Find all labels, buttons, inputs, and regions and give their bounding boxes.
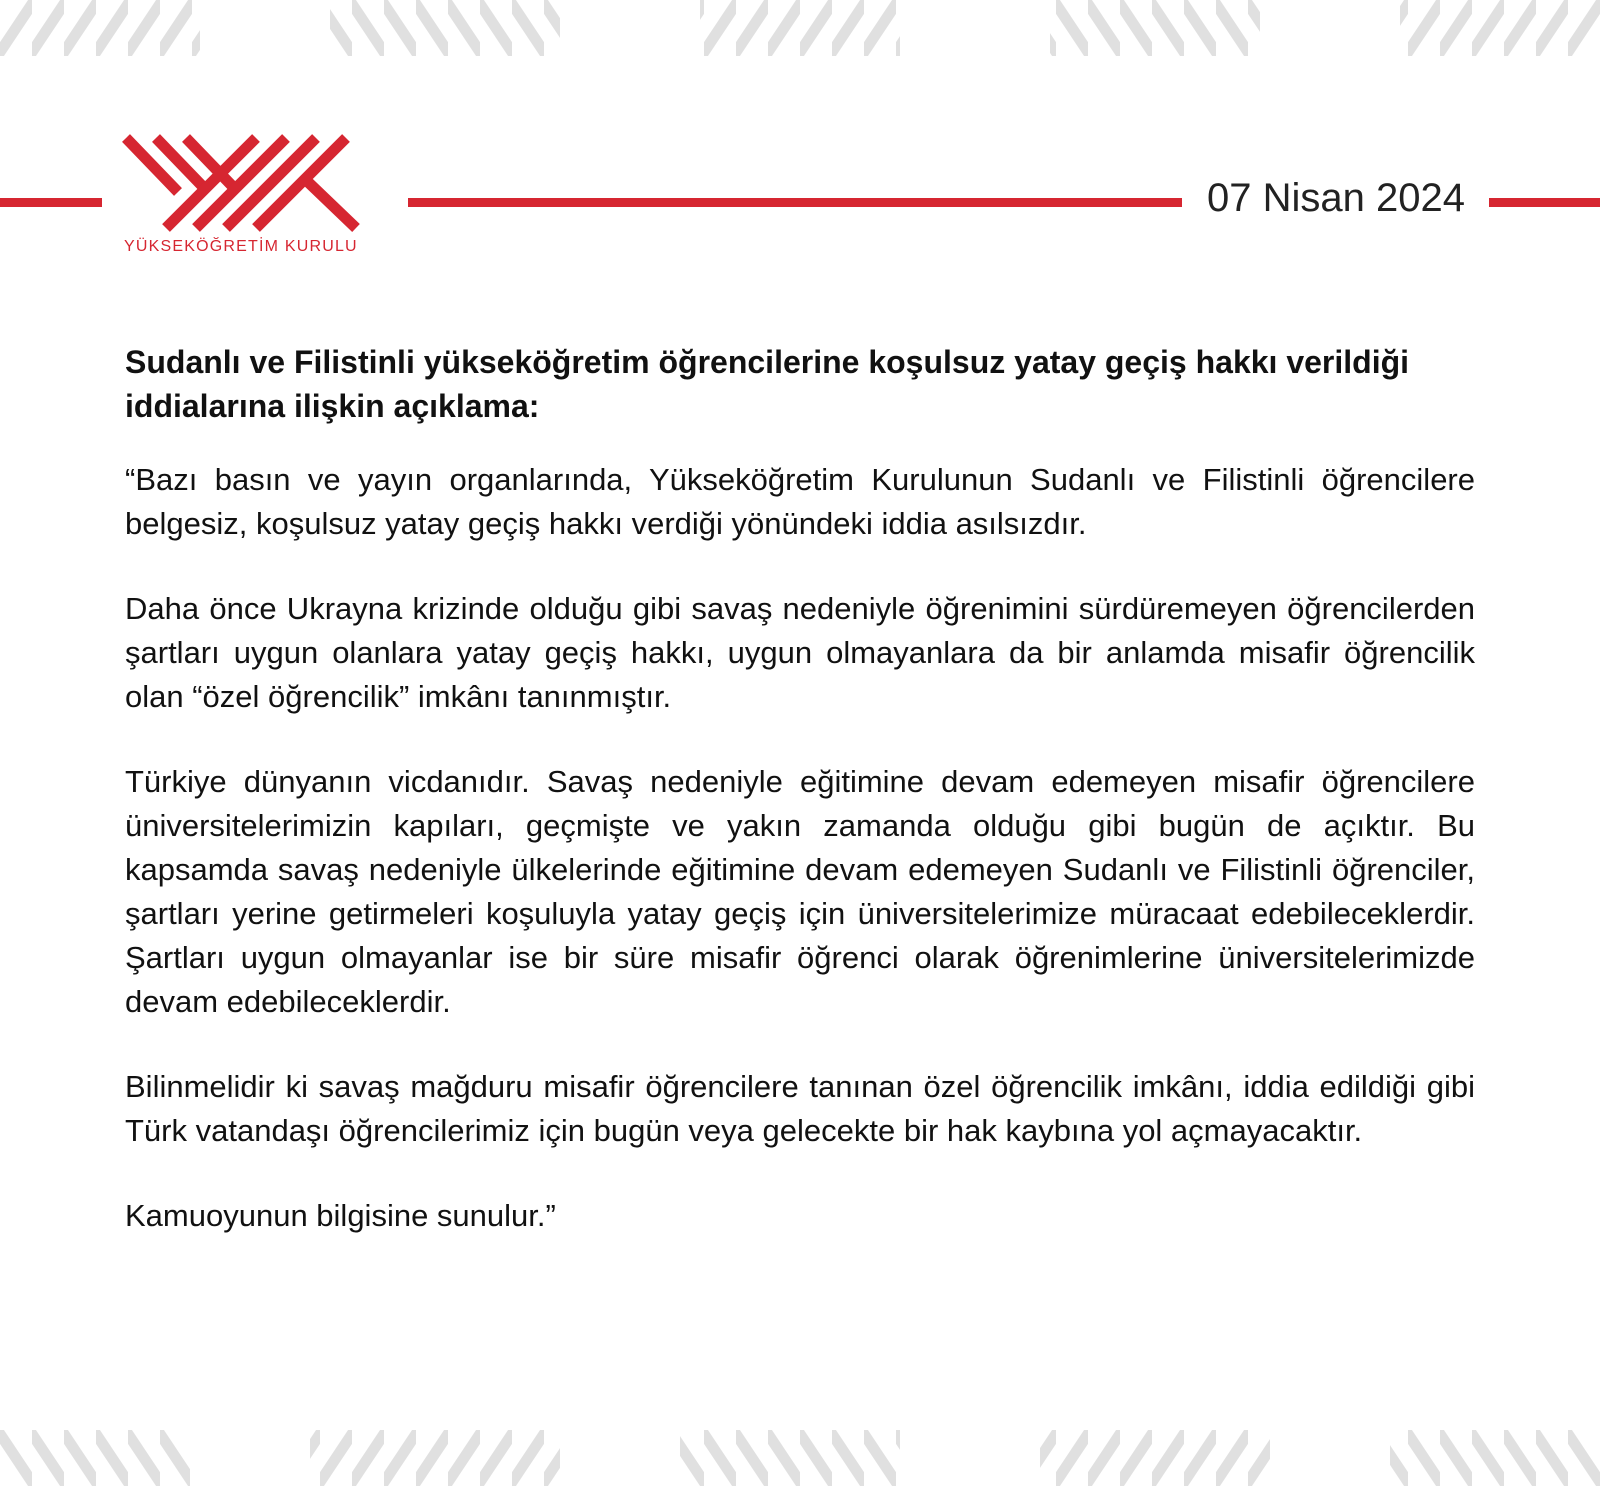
chevron-pattern-bottom [0, 1430, 1600, 1486]
bottom-decorative-pattern [0, 1430, 1600, 1486]
header-rule-left [0, 198, 102, 207]
header-rule-right [1489, 198, 1600, 207]
top-decorative-pattern [0, 0, 1600, 56]
chevron-pattern-top [0, 0, 1600, 56]
statement-paragraph: Bilinmelidir ki savaş mağduru misafir öğrencilere tanınan özel öğrencilik imkânı, iddia edildiği gibi Türk vatandaşı öğrencilerimiz için bugün veya gelecekte bir hak kaybına yol açmayacaktır. [125, 1069, 1475, 1148]
statement-headline: Sudanlı ve Filistinli yükseköğretim öğrencilerine koşulsuz yatay geçiş hakkı verildiği iddialarına ilişkin açıklama: [125, 344, 1410, 424]
logo-caption: YÜKSEKÖĞRETİM KURULU [124, 238, 358, 255]
statement-paragraph: Daha önce Ukrayna krizinde olduğu gibi savaş nedeniyle öğrenimini sürdüremeyen öğrencilerden şartları uygun olanlara yatay geçiş hakkı, uygun olmayanlara da bir anlamda misafir öğrencilik olan “özel öğrencilik” imkânı tanınmıştır. [125, 591, 1475, 714]
statement-body [125, 340, 1475, 1238]
yok-logo [122, 134, 384, 264]
statement-paragraph: Türkiye dünyanın vicdanıdır. Savaş nedeniyle eğitimine devam edemeyen misafir öğrencilere üniversitelerimizin kapıları, geçmişte ve yakın zamanda olduğu gibi bugün de açıktır. Bu kapsamda savaş nedeniyle ülkelerinde eğitimine devam edemeyen Sudanlı ve Filistinli öğrenciler, şartları yerine getirmeleri koşuluyla yatay geçiş için üniversitelerimize müracaat edebileceklerdir. Şartları uygun olmayanlar ise bir süre misafir öğrenci olarak öğrenimlerine üniversitelerimizde devam edebileceklerdir. [125, 764, 1475, 1019]
yok-monogram-icon [122, 134, 384, 234]
header-rule-middle [408, 198, 1182, 207]
release-date: 07 Nisan 2024 [1207, 176, 1465, 220]
statement-closing: Kamuoyunun bilgisine sunulur.” [125, 1198, 556, 1233]
statement-paragraph: “Bazı basın ve yayın organlarında, Yükseköğretim Kurulunun Sudanlı ve Filistinli öğrencilere belgesiz, koşulsuz yatay geçiş hakkı verdiği yönündeki iddia asılsızdır. [125, 462, 1475, 541]
